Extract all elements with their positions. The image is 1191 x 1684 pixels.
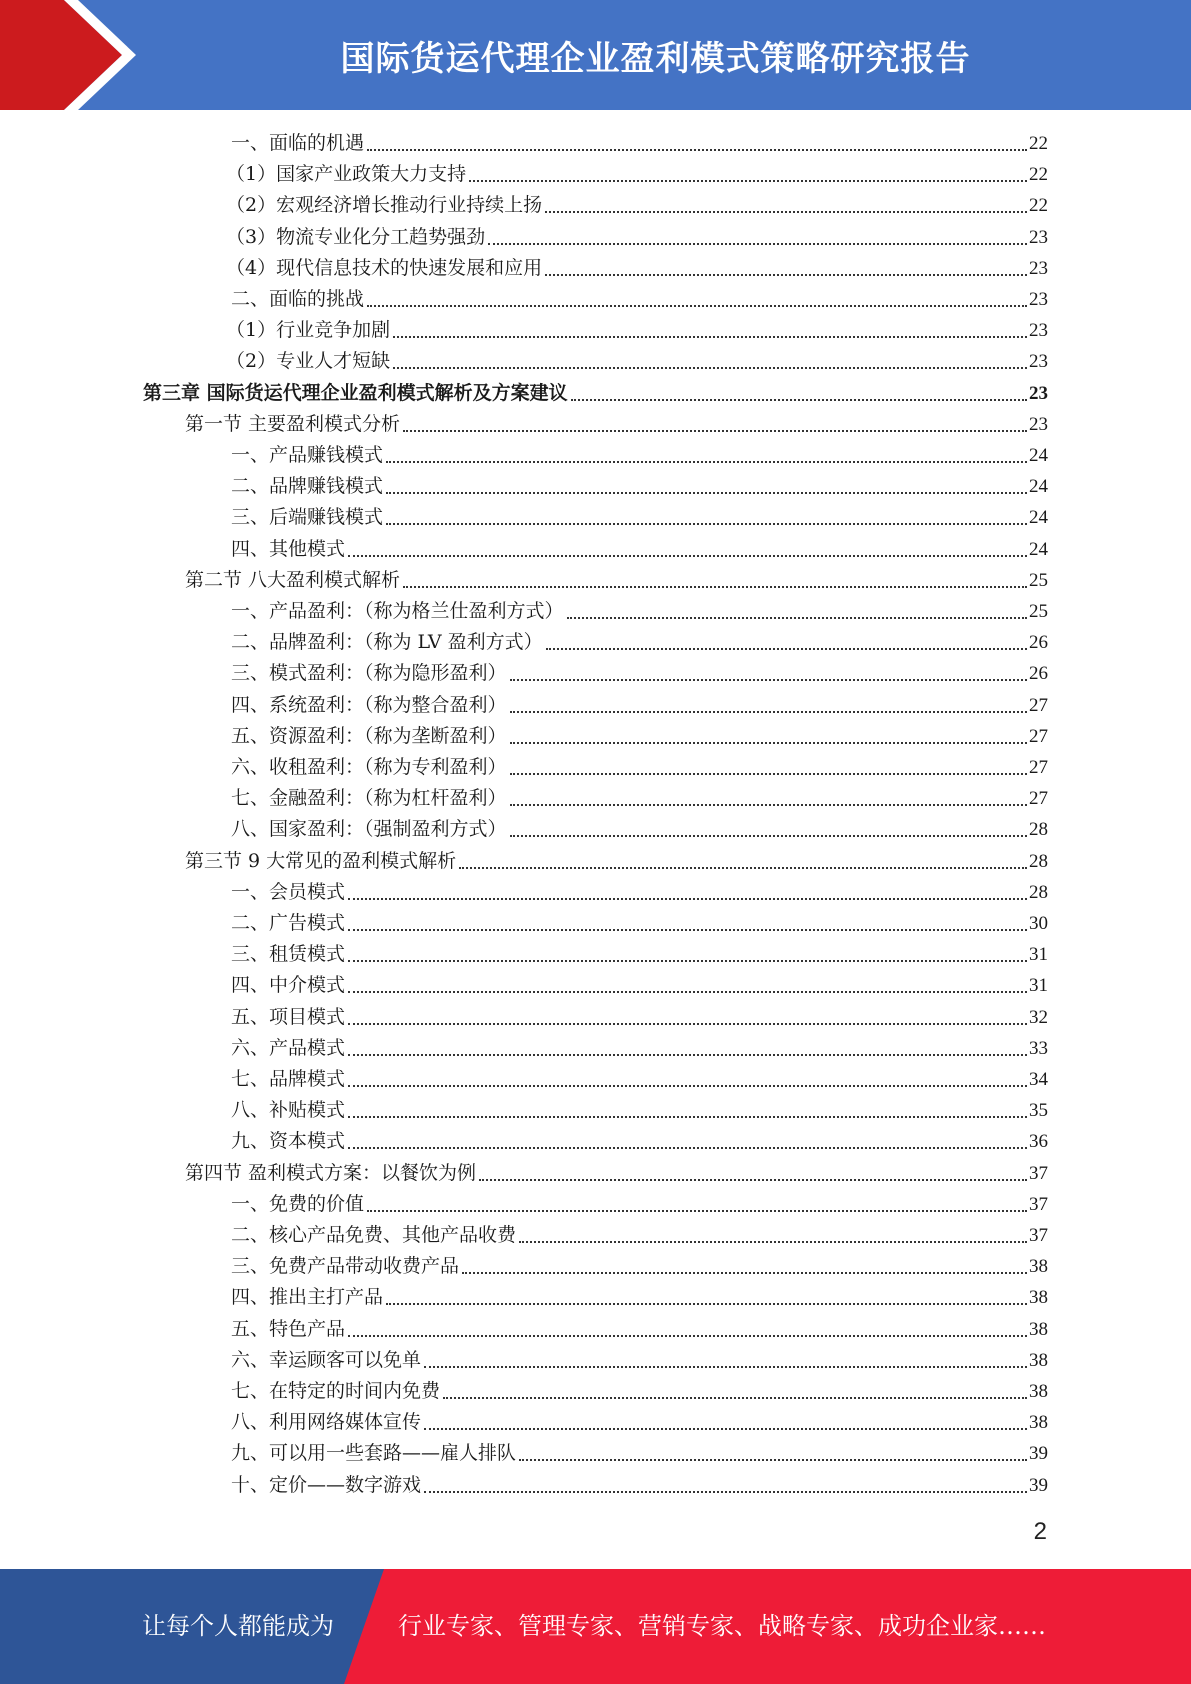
toc-entry[interactable] xyxy=(231,534,1048,565)
toc-dot-leader xyxy=(459,846,1027,877)
toc-entry-title: 八、国家盈利：（强制盈利方式） xyxy=(231,818,507,841)
toc-entry[interactable] xyxy=(231,1345,1048,1376)
toc-dot-leader xyxy=(510,658,1027,689)
toc-entry[interactable] xyxy=(231,1033,1048,1064)
toc-entry-title: 二、品牌盈利：（称为 LV 盈利方式） xyxy=(231,631,543,654)
toc-dot-leader xyxy=(348,939,1027,970)
toc-entry-title: 八、补贴模式 xyxy=(231,1099,346,1122)
toc-entry-page: 24 xyxy=(1029,476,1048,498)
toc-entry-title: 五、特色产品 xyxy=(231,1317,346,1340)
toc-dot-leader xyxy=(469,159,1027,190)
toc-entry-title: （4）现代信息技术的快速发展和应用 xyxy=(226,256,543,279)
toc-entry-page: 36 xyxy=(1029,1131,1048,1153)
toc-entry[interactable] xyxy=(231,627,1048,658)
toc-dot-leader xyxy=(546,627,1027,658)
toc-entry[interactable] xyxy=(231,877,1048,908)
toc-dot-leader xyxy=(424,1345,1027,1376)
toc-entry[interactable] xyxy=(226,346,1048,377)
toc-entry-page: 38 xyxy=(1029,1318,1048,1340)
toc-entry[interactable] xyxy=(231,1189,1048,1220)
toc-dot-leader xyxy=(348,877,1027,908)
toc-entry-title: 三、后端赚钱模式 xyxy=(231,506,384,529)
toc-entry-title: 九、可以用一些套路——雇人排队 xyxy=(231,1442,517,1465)
toc-entry-page: 23 xyxy=(1029,413,1048,435)
toc-dot-leader xyxy=(348,970,1027,1001)
toc-entry-title: 三、租赁模式 xyxy=(231,943,346,966)
toc-dot-leader xyxy=(348,1126,1027,1157)
footer-slogan-right: 行业专家、管理专家、营销专家、战略专家、成功企业家…… xyxy=(398,1612,1046,1640)
toc-entry-page: 31 xyxy=(1029,944,1048,966)
toc-entry[interactable] xyxy=(231,1282,1048,1313)
toc-entry[interactable] xyxy=(231,908,1048,939)
toc-dot-leader xyxy=(510,752,1027,783)
toc-entry-title: 二、核心产品免费、其他产品收费 xyxy=(231,1224,517,1246)
toc-entry-title: 二、广告模式 xyxy=(231,912,346,934)
toc-entry-page: 23 xyxy=(1029,257,1048,279)
toc-entry-title: （1）行业竞争加剧 xyxy=(226,319,391,342)
toc-entry[interactable] xyxy=(231,939,1048,970)
toc-entry-title: 四、推出主打产品 xyxy=(231,1286,384,1309)
toc-entry-title: 第一节 主要盈利模式分析 xyxy=(185,412,401,435)
toc-entry-page: 27 xyxy=(1029,757,1048,778)
toc-dot-leader xyxy=(393,315,1027,346)
toc-entry-page: 26 xyxy=(1029,632,1048,654)
toc-entry[interactable] xyxy=(231,471,1048,502)
footer-slogan-left: 让每个人都能成为 xyxy=(142,1612,334,1640)
page-footer xyxy=(0,1569,1191,1684)
toc-entry[interactable] xyxy=(226,315,1048,346)
toc-dot-leader xyxy=(519,1438,1027,1469)
toc-entry-page: 28 xyxy=(1029,819,1048,841)
toc-entry[interactable] xyxy=(226,190,1048,221)
toc-entry-title: 三、模式盈利：（称为隐形盈利） xyxy=(231,662,507,685)
toc-entry-title: 九、资本模式 xyxy=(231,1130,346,1153)
toc-entry-page: 31 xyxy=(1029,975,1048,997)
header-arrow-graphic xyxy=(0,0,160,110)
toc-entry-page: 34 xyxy=(1029,1069,1048,1090)
toc-dot-leader xyxy=(545,190,1027,221)
toc-entry-page: 25 xyxy=(1029,569,1048,591)
toc-entry-title: 一、面临的机遇 xyxy=(231,132,365,154)
toc-entry-page: 39 xyxy=(1029,1474,1048,1496)
toc-entry[interactable] xyxy=(231,1470,1048,1501)
toc-entry[interactable] xyxy=(143,378,1048,409)
toc-entry-title: 六、幸运顾客可以免单 xyxy=(231,1348,422,1371)
toc-entry[interactable] xyxy=(231,1251,1048,1282)
toc-dot-leader xyxy=(403,565,1027,596)
toc-dot-leader xyxy=(348,1033,1027,1064)
toc-entry[interactable] xyxy=(231,1126,1048,1157)
toc-entry-title: 二、面临的挑战 xyxy=(231,288,365,310)
toc-entry-title: 第四节 盈利模式方案：以餐饮为例 xyxy=(185,1161,477,1184)
toc-entry-title: 第三章 国际货运代理企业盈利模式解析及方案建议 xyxy=(143,381,568,404)
toc-entry-title: 四、系统盈利：（称为整合盈利） xyxy=(231,693,507,716)
toc-entry[interactable] xyxy=(226,253,1048,284)
toc-entry-title: 二、品牌赚钱模式 xyxy=(231,475,384,498)
toc-dot-leader xyxy=(367,1189,1027,1220)
toc-entry-title: 十、定价——数字游戏 xyxy=(231,1473,422,1496)
toc-entry[interactable] xyxy=(231,284,1048,315)
toc-entry-title: 四、其他模式 xyxy=(231,537,346,560)
toc-entry-title: 第二节 八大盈利模式解析 xyxy=(185,568,401,591)
toc-entry[interactable] xyxy=(226,222,1048,253)
toc-entry[interactable] xyxy=(226,159,1048,190)
toc-entry[interactable] xyxy=(231,658,1048,689)
toc-dot-leader xyxy=(510,721,1027,752)
toc-entry-page: 38 xyxy=(1029,1412,1048,1434)
toc-dot-leader xyxy=(367,284,1027,315)
toc-entry[interactable] xyxy=(231,814,1048,845)
toc-entry-title: 一、产品赚钱模式 xyxy=(231,444,384,466)
toc-entry-page: 27 xyxy=(1029,788,1048,810)
toc-entry-page: 38 xyxy=(1029,1287,1048,1309)
toc-entry[interactable] xyxy=(231,1438,1048,1469)
toc-dot-leader xyxy=(462,1251,1027,1282)
toc-entry[interactable] xyxy=(185,565,1048,596)
toc-dot-leader xyxy=(443,1376,1027,1407)
toc-entry[interactable] xyxy=(231,1220,1048,1251)
toc-entry-page: 28 xyxy=(1029,850,1048,872)
toc-entry-page: 24 xyxy=(1029,445,1048,466)
toc-entry[interactable] xyxy=(231,440,1048,471)
toc-entry-page: 23 xyxy=(1029,351,1048,373)
toc-entry[interactable] xyxy=(231,970,1048,1001)
toc-entry-title: 七、品牌模式 xyxy=(231,1068,346,1090)
toc-dot-leader xyxy=(348,1095,1027,1126)
toc-entry-title: （2）专业人才短缺 xyxy=(226,350,391,373)
toc-entry-page: 37 xyxy=(1029,1162,1048,1184)
toc-entry[interactable] xyxy=(231,128,1048,159)
toc-entry-title: （2）宏观经济增长推动行业持续上扬 xyxy=(226,194,543,217)
toc-entry-title: 六、产品模式 xyxy=(231,1036,346,1059)
toc-entry[interactable] xyxy=(231,502,1048,533)
toc-dot-leader xyxy=(386,440,1027,471)
toc-entry[interactable] xyxy=(231,1002,1048,1033)
toc-entry-page: 23 xyxy=(1029,226,1048,248)
toc-entry-page: 38 xyxy=(1029,1349,1048,1371)
toc-entry-page: 37 xyxy=(1029,1225,1048,1246)
toc-entry-page: 27 xyxy=(1029,694,1048,716)
toc-dot-leader xyxy=(488,222,1027,253)
toc-dot-leader xyxy=(403,409,1027,440)
toc-dot-leader xyxy=(367,128,1027,159)
toc-entry-page: 39 xyxy=(1029,1443,1048,1465)
toc-entry[interactable] xyxy=(231,1407,1048,1438)
toc-dot-leader xyxy=(348,1064,1027,1095)
toc-dot-leader xyxy=(510,690,1027,721)
toc-entry[interactable] xyxy=(185,409,1048,440)
toc-entry-title: （1）国家产业政策大力支持 xyxy=(226,163,467,186)
toc-entry[interactable] xyxy=(231,783,1048,814)
toc-dot-leader xyxy=(479,1158,1027,1189)
toc-entry-title: 三、免费产品带动收费产品 xyxy=(231,1255,460,1278)
toc-entry-title: 六、收租盈利：（称为专利盈利） xyxy=(231,756,507,778)
toc-entry-page: 38 xyxy=(1029,1381,1048,1402)
toc-dot-leader xyxy=(348,534,1027,565)
toc-entry-page: 38 xyxy=(1029,1256,1048,1278)
toc-entry-title: 一、会员模式 xyxy=(231,880,346,903)
toc-entry-page: 33 xyxy=(1029,1037,1048,1059)
toc-entry-title: 第三节 9 大常见的盈利模式解析 xyxy=(185,849,457,872)
page-header xyxy=(0,0,1191,110)
toc-entry[interactable] xyxy=(231,596,1048,627)
toc-entry[interactable] xyxy=(231,752,1048,783)
toc-entry-title: 七、在特定的时间内免费 xyxy=(231,1380,441,1402)
toc-entry-page: 22 xyxy=(1029,133,1048,154)
toc-entry-title: 一、免费的价值 xyxy=(231,1192,365,1215)
page-number: 2 xyxy=(1033,1518,1047,1545)
toc-entry-page: 22 xyxy=(1029,164,1048,186)
toc-entry-title: 四、中介模式 xyxy=(231,974,346,997)
toc-entry-page: 37 xyxy=(1029,1193,1048,1215)
toc-entry-page: 35 xyxy=(1029,1100,1048,1122)
toc-entry[interactable] xyxy=(185,846,1048,877)
toc-entry-title: 八、利用网络媒体宣传 xyxy=(231,1411,422,1434)
toc-entry[interactable] xyxy=(231,1314,1048,1345)
toc-entry[interactable] xyxy=(231,1376,1048,1407)
toc-dot-leader xyxy=(348,1314,1027,1345)
toc-dot-leader xyxy=(519,1220,1027,1251)
toc-entry-page: 28 xyxy=(1029,881,1048,903)
toc-entry-page: 23 xyxy=(1029,289,1048,310)
toc-dot-leader xyxy=(571,378,1027,409)
toc-entry-page: 24 xyxy=(1029,538,1048,560)
toc-entry[interactable] xyxy=(231,721,1048,752)
toc-entry-page: 32 xyxy=(1029,1006,1048,1028)
toc-entry-title: 五、项目模式 xyxy=(231,1005,346,1028)
toc-entry[interactable] xyxy=(231,1095,1048,1126)
toc-dot-leader xyxy=(386,1282,1027,1313)
report-title: 国际货运代理企业盈利模式策略研究报告 xyxy=(340,38,971,79)
toc-entry-title: 一、产品盈利：（称为格兰仕盈利方式） xyxy=(231,600,564,622)
toc-dot-leader xyxy=(348,1002,1027,1033)
toc-entry-page: 30 xyxy=(1029,913,1048,934)
toc-entry-page: 27 xyxy=(1029,725,1048,747)
toc-dot-leader xyxy=(393,346,1027,377)
toc-dot-leader xyxy=(545,253,1027,284)
toc-entry[interactable] xyxy=(231,1064,1048,1095)
toc-entry[interactable] xyxy=(185,1158,1048,1189)
toc-dot-leader xyxy=(424,1407,1027,1438)
toc-dot-leader xyxy=(348,908,1027,939)
toc-dot-leader xyxy=(386,471,1027,502)
toc-dot-leader xyxy=(424,1470,1027,1501)
toc-entry-page: 26 xyxy=(1029,663,1048,685)
toc-entry-page: 23 xyxy=(1029,382,1048,404)
toc-entry-page: 24 xyxy=(1029,507,1048,529)
toc-dot-leader xyxy=(386,502,1027,533)
toc-entry-page: 23 xyxy=(1029,320,1048,342)
toc-entry-page: 25 xyxy=(1029,601,1048,622)
toc-dot-leader xyxy=(567,596,1027,627)
toc-entry-title: （3）物流专业化分工趋势强劲 xyxy=(226,225,486,248)
toc-dot-leader xyxy=(510,783,1027,814)
toc-entry-page: 22 xyxy=(1029,195,1048,217)
toc-entry[interactable] xyxy=(231,690,1048,721)
toc-dot-leader xyxy=(510,814,1027,845)
toc-entry-title: 七、金融盈利：（称为杠杆盈利） xyxy=(231,787,507,810)
toc-entry-title: 五、资源盈利：（称为垄断盈利） xyxy=(231,724,507,747)
